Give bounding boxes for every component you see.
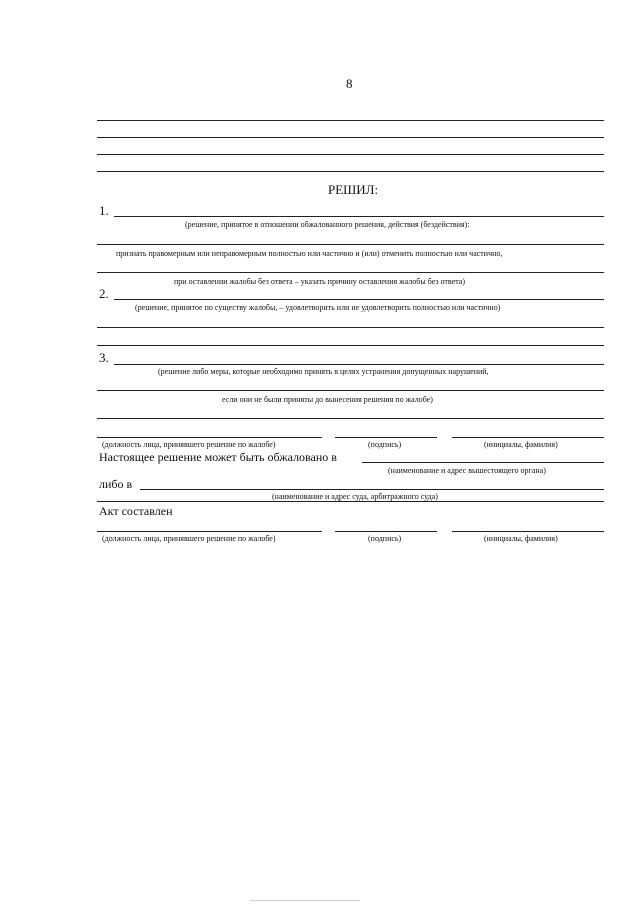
- fill-line: [97, 345, 604, 346]
- position-caption: (должность лица, принявшего решение по жалобе): [102, 440, 276, 449]
- signature-caption: (подпись): [368, 440, 402, 449]
- signature-line: [335, 437, 437, 438]
- item-number: 3.: [99, 350, 109, 365]
- item-caption: признать правомерным или неправомерным полностью или частично и (или) отменить полностью или частично,: [116, 249, 503, 258]
- item-caption: (решение, принятое по существу жалобы, – удовлетворить или не удовлетворить полностью или частично): [135, 303, 501, 312]
- or-text: либо в: [99, 477, 133, 491]
- blank-line: [97, 120, 604, 121]
- authority-line: [362, 462, 604, 463]
- position-line: [97, 531, 322, 532]
- fill-line: [97, 244, 604, 245]
- page-number: 8: [346, 76, 353, 91]
- fill-line: [114, 299, 604, 300]
- signature-line: [335, 531, 437, 532]
- fill-line: [97, 327, 604, 328]
- fill-line: [97, 272, 604, 273]
- name-line: [452, 531, 604, 532]
- decision-heading: РЕШИЛ:: [328, 182, 379, 197]
- item-caption: при оставлении жалобы без ответа – указать причину оставления жалобы без ответа): [174, 277, 465, 286]
- position-caption: (должность лица, принявшего решение по жалобе): [102, 534, 276, 543]
- position-line: [97, 437, 322, 438]
- name-line: [452, 437, 604, 438]
- court-caption: (наименование и адрес суда, арбитражного суда): [272, 492, 438, 501]
- item-caption: (решение либо меры, которые необходимо принять в целях устранения допущенных нарушений,: [158, 367, 489, 376]
- item-number: 2.: [99, 286, 109, 301]
- signature-caption: (подпись): [368, 534, 402, 543]
- authority-caption: (наименование и адрес вышестоящего органа): [388, 466, 546, 475]
- act-text: Акт составлен: [99, 504, 173, 518]
- court-line: [140, 489, 604, 490]
- name-caption: (инициалы, фамилия): [484, 534, 558, 543]
- item-caption: (решение, принятое в отношении обжалованного решения, действия (бездействия):: [185, 220, 470, 229]
- appeal-text: Настоящее решение может быть обжаловано в: [99, 450, 337, 464]
- blank-line: [97, 137, 604, 138]
- item-caption: если они не были приняты до вынесения решения по жалобе): [222, 395, 433, 404]
- name-caption: (инициалы, фамилия): [484, 440, 558, 449]
- item-number: 1.: [99, 203, 109, 218]
- scan-artifact: [250, 900, 360, 901]
- fill-line: [114, 216, 604, 217]
- fill-line: [97, 418, 604, 419]
- court-line-2: [97, 501, 604, 502]
- fill-line: [114, 364, 604, 365]
- blank-line: [97, 154, 604, 155]
- fill-line: [97, 390, 604, 391]
- blank-line: [97, 171, 604, 172]
